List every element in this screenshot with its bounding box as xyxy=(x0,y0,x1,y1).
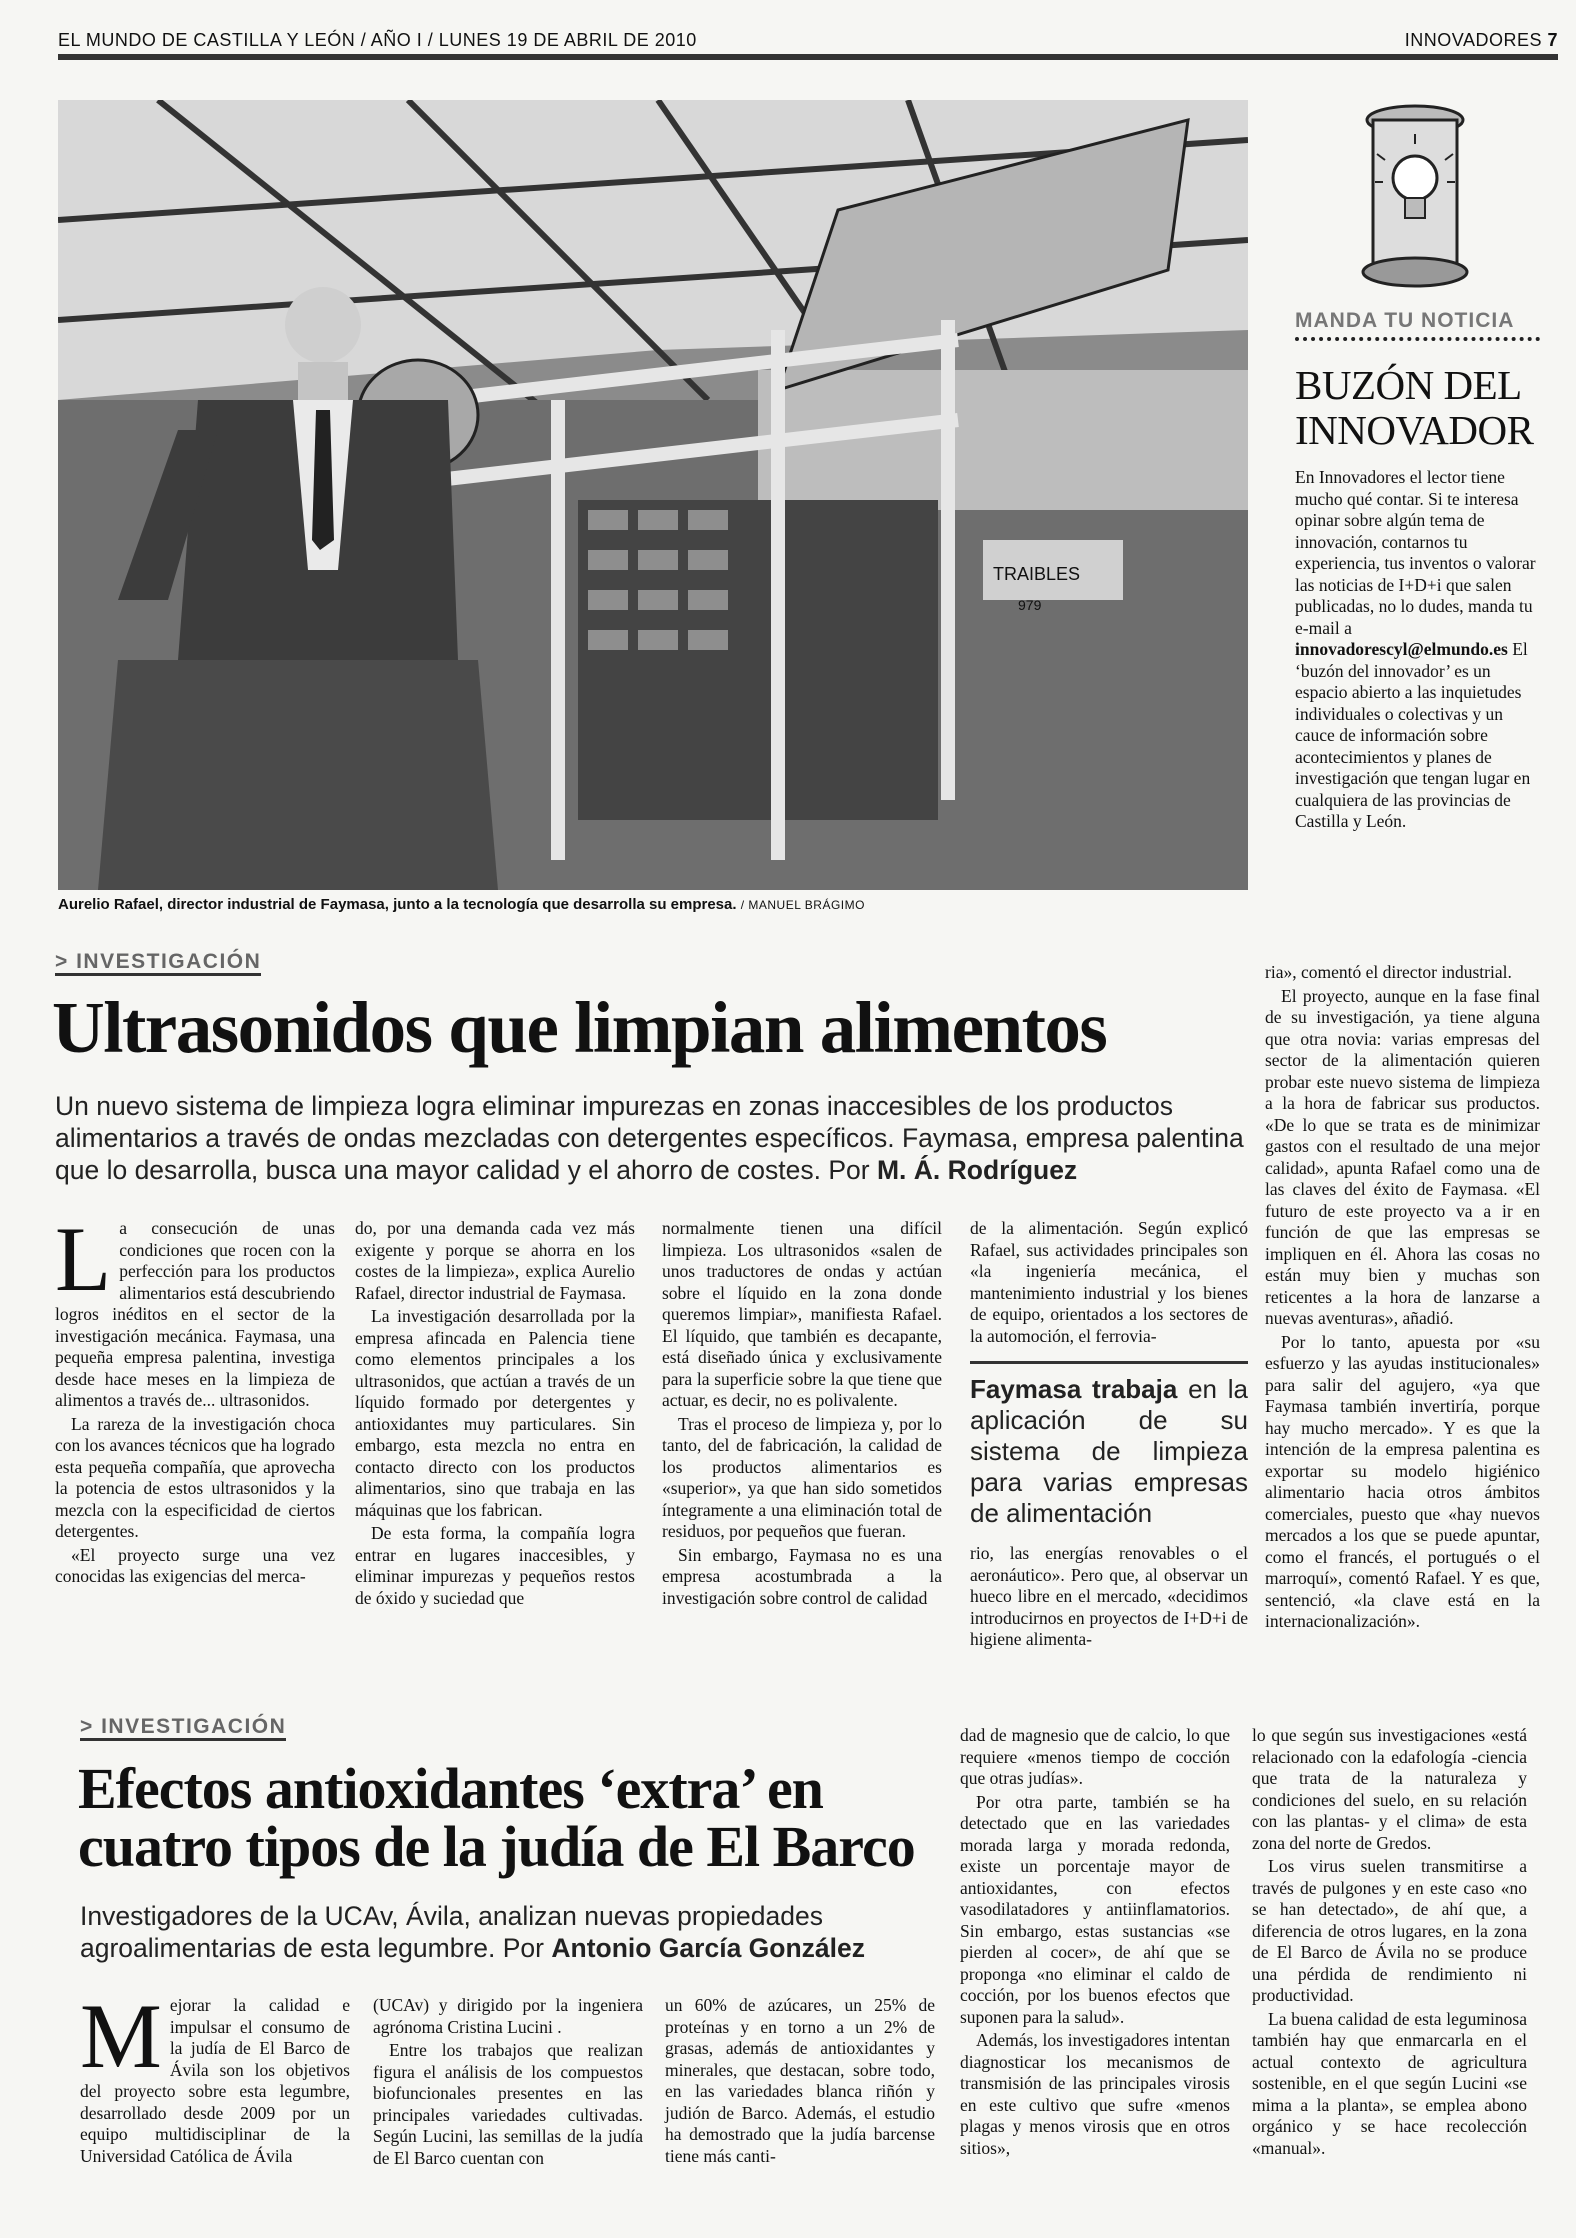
section-label xyxy=(1405,30,1558,51)
sidebar-buzon xyxy=(1295,100,1540,833)
pull-quote xyxy=(970,1361,1248,1529)
article1-deck xyxy=(55,1090,1245,1186)
pull-quote-text: en la aplicación de su sistema de limpieza para varias empresas de alimentación xyxy=(970,1374,1248,1528)
article1-col1-p3: «El proyecto surge una vez conocidas las exigencias del merca- xyxy=(55,1544,335,1586)
article1-col3-p1: normalmente tienen una difícil limpieza. Los ultrasonidos «salen de unos traductores de ondas y actúan sobre el líquido en la zona donde queremos limpiar», manifiesta Rafael. El líquido, que también es decapante, está diseñado única y exclusivamente para la superficie sobre la que tiene que actuar, es decir, no es polivalente. xyxy=(662,1218,942,1410)
article2-col5-p3: La buena calidad de esta leguminosa también hay que enmarcarla en el actual contexto de agricultura sostenible, en el que según Lucini «se mima a la planta», se emplea abono orgánico y se hace recolección «manual». xyxy=(1252,2008,1527,2158)
article1-column-2 xyxy=(355,1218,635,1611)
sidebar-title xyxy=(1295,363,1540,453)
article2-column-5 xyxy=(1252,1725,1527,2161)
article2-column-1 xyxy=(80,1985,350,2169)
article2-col4-p1: dad de magnesio que de calcio, lo que requiere «menos tiempo de cocción que otras judías». xyxy=(960,1725,1230,1788)
article1-col5-p1: ria», comentó el director industrial. xyxy=(1265,962,1512,982)
article2-col2-p2: Entre los trabajos que realizan figura el análisis de los compuestos biofuncionales presentes en las principales variedades cultivadas. Según Lucini, las semillas de la judía de El Barco cuentan con xyxy=(373,2040,643,2168)
article2-col5-p2: Los virus suelen transmitirse a través de pulgones y en este caso «no se han detectado», de ahí que, a diferencia de otros lugares, en la zona de El Barco de Ávila no se produce una pérdida de rendimiento ni productividad. xyxy=(1252,1856,1527,2005)
article2-col4-p3: Además, los investigadores intentan diagnosticar los mecanismos de transmisión de las principales virosis en este cultivo que sufre «menos plagas y menos virosis que en otros sitios», xyxy=(960,2030,1230,2158)
article2-headline-line1: Efectos antioxidantes ‘extra’ en xyxy=(78,1756,823,1821)
pull-quote-bold: Faymasa trabaja xyxy=(970,1374,1178,1404)
article2-col3-p1: un 60% de azúcares, un 25% de proteínas y en torno a un 2% de grasas, además de antioxidantes y minerales, que destacan, sobre todo, en las variedades blanca riñón y judión de Barco. Además, el estudio ha demostrado que la judía barcense tiene más canti- xyxy=(665,1995,935,2166)
article2-deck xyxy=(80,1900,960,1964)
article1-column-1 xyxy=(55,1208,335,1590)
article1-col3-p2: Tras el proceso de limpieza y, por lo tanto, del de fabricación, la calidad de los productos alimentarios es «superior», ya que han sido sometidos íntegramente a una eliminación total de residuos, por pequeños que fueran. xyxy=(662,1413,942,1541)
sidebar-email: innovadorescyl@elmundo.es xyxy=(1295,639,1508,659)
sidebar-title-line2: INNOVADOR xyxy=(1295,407,1534,453)
sidebar-kicker: MANDA TU NOTICIA xyxy=(1295,309,1515,332)
article1-col5-p3: Por lo tanto, apuesta por «su esfuerzo y las ayudas institucionales» para salir del agujero, «ya que Faymasa también invertiría, porque hay mucho mercado». Y es que la intención de la empresa palentina es exportar su modelo higiénico alimentario hacia otros ámbitos comerciales, puesto que «hay nuevos mercados a los que se puede apuntar, como el francés, el portugués o el marroquí», comentó Rafael. Y es que, sentenció, «la clave está en la internacionalización». xyxy=(1265,1331,1540,1631)
article1-kicker-text: > INVESTIGACIÓN xyxy=(55,950,261,976)
article1-deck-text: Un nuevo sistema de limpieza logra eliminar impurezas en zonas inaccesibles de los productos alimentarios a través de ondas mezcladas con detergentes específicos. Faymasa, empresa palentina que lo desarrolla, busca una mayor calidad y el ahorro de costes. Por xyxy=(55,1091,1244,1185)
section-name: INNOVADORES xyxy=(1404,30,1542,50)
article2-headline-line2: cuatro tipos de la judía de El Barco xyxy=(78,1814,915,1879)
photo-credit: / MANUEL BRÁGIMO xyxy=(740,898,865,912)
article2-kicker xyxy=(80,1715,286,1739)
article1-col5-p2: El proyecto, aunque en la fase final de su investigación, ya tiene alguna que otra novia: varias empresas del sector de la alimentación quieren probar este nuevo sistema de limpieza a la hora de fabricar sus productos. «De lo que se trata es de minimizar gastos con el resultado de una mejor calidad», apunta Rafael como una de las claves del éxito de Faymasa. «El futuro de este proyecto va a ir en función de que las empresas se impliquen en él. Ahora las cosas no están muy bien y muchas son reticentes a la hora de lanzarse a nuevas aventuras», añadió. xyxy=(1265,985,1540,1328)
dotted-divider xyxy=(1295,337,1540,341)
article2-col4-p2: Por otra parte, también se ha detectado que en las variedades morada larga y morada redonda, existe un porcentaje mayor de antioxidantes, con efectos vasodilatadores y antiinflamatorios. Sin embargo, estas sustancias «se pierden al cocer», de ahí que se proponga «no eliminar el caldo de cocción, por los buenos efectos que suponen para la salud». xyxy=(960,1791,1230,2027)
article1-col1-p1: a consecución de unas condiciones que rocen con la perfección para los productos alimentarios está descubriendo logros inéditos en el sector de la investigación mecánica. Faymasa, una pequeña empresa palentina, investiga desde hace meses en la limpieza de alimentos a través de... ultrasonidos. xyxy=(55,1218,335,1410)
page-number: 7 xyxy=(1547,30,1558,50)
article1-column-3 xyxy=(662,1218,942,1611)
publication-line: EL MUNDO DE CASTILLA Y LEÓN / AÑO I / LUNES 19 DE ABRIL DE 2010 xyxy=(58,30,697,50)
article1-col2-p1: do, por una demanda cada vez más exigente y porque se ahorra en los costes de la limpieza», explica Aurelio Rafael, director industrial de Faymasa. xyxy=(355,1218,635,1303)
sidebar-title-line1: BUZÓN DEL xyxy=(1295,362,1522,408)
article2-col1-p1: ejorar la calidad e impulsar el consumo de la judía de El Barco de Ávila son los objetivos del proyecto sobre esta legumbre, desarrollado desde 2009 por un equipo multidisciplinar de la Universidad Católica de Ávila xyxy=(80,1995,350,2166)
article2-col5-p1: lo que según sus investigaciones «está relacionado con la edafología -ciencia que trata de la naturaleza y condiciones del suelo, en su relación con las plantas- y el clima» de esta zona del norte de Gredos. xyxy=(1252,1725,1527,1853)
sidebar-text-2: El ‘buzón del innovador’ es un espacio abierto a las inquietudes individuales o colectivas y un cauce de información sobre acontecimientos y planes de investigación que tengan lugar en cualquiera de las provincias de Castilla y León. xyxy=(1295,639,1531,831)
article1-dropcap: L xyxy=(55,1208,112,1310)
article1-col1-p2: La rareza de la investigación choca con los avances técnicos que ha logrado esta pequeña compañía, que aprovecha la potencia de estos ultrasonidos y la mezcla con la especificidad de ciertos detergentes. xyxy=(55,1413,335,1541)
photo-sign-text: TRAIBLES xyxy=(993,564,1081,584)
lightbulb-pillar-icon xyxy=(1355,100,1475,290)
caption-text: Aurelio Rafael, director industrial de Faymasa, junto a la tecnología que desarrolla su empresa. xyxy=(58,896,737,913)
article1-headline: Ultrasonidos que limpian alimentos xyxy=(52,987,1107,1068)
header-rule xyxy=(58,54,1558,60)
article1-col2-p3: De esta forma, la compañía logra entrar en lugares inaccesibles, y eliminar impurezas y pequeños restos de óxido y suciedad que xyxy=(355,1523,635,1608)
article2-column-2 xyxy=(373,1995,643,2171)
article1-col3-p3: Sin embargo, Faymasa no es una empresa acostumbrada a la investigación sobre control de calidad xyxy=(662,1544,942,1608)
article1-column-5 xyxy=(1265,962,1540,1635)
factory-photo-illustration xyxy=(58,100,1248,890)
sidebar-body xyxy=(1295,467,1540,833)
article2-column-3 xyxy=(665,1995,935,2169)
article2-headline xyxy=(78,1756,915,1879)
photo-caption xyxy=(58,896,1248,913)
article2-dropcap: M xyxy=(80,1985,162,2087)
article1-column-4 xyxy=(970,1218,1248,1653)
article2-col2-p1: (UCAv) y dirigido por la ingeniera agrónoma Cristina Lucini . xyxy=(373,1995,643,2037)
article1-col4-bottom: rio, las energías renovables o el aeronáutico». Pero que, al observar un hueco libre en el mercado, «decidimos introducirnos en proyectos de I+D+i de higiene alimenta- xyxy=(970,1543,1248,1649)
main-photo xyxy=(58,100,1248,890)
article2-deck-text: Investigadores de la UCAv, Ávila, analizan nuevas propiedades agroalimentarias de esta legumbre. Por xyxy=(80,1901,823,1963)
sidebar-text-1: En Innovadores el lector tiene mucho qué contar. Si te interesa opinar sobre algún tema de innovación, contarnos tu experiencia, tus inventos o valorar las noticias de I+D+i que salen publicadas, no lo dudes, manda tu e-mail a xyxy=(1295,467,1536,638)
article1-kicker xyxy=(55,950,261,974)
article1-col2-p2: La investigación desarrollada por la empresa afincada en Palencia tiene como elementos principales a los ultrasonidos, que actúan a través de un líquido formado por detergentes y antioxidantes muy particulares. Sin embargo, esta mezcla no entra en contacto directo con los productos alimentarios, sino que trabaja en las máquinas que los fabrican. xyxy=(355,1306,635,1520)
article2-byline: Antonio García González xyxy=(551,1933,866,1963)
article1-byline: M. Á. Rodríguez xyxy=(876,1155,1078,1185)
article2-kicker-text: > INVESTIGACIÓN xyxy=(80,1715,286,1741)
article1-col4-top: de la alimentación. Según explicó Rafael, sus actividades principales son «la ingeniería mecánica, el mantenimiento industrial y los bienes de equipo, orientados a los sectores de la automoción, el ferrovia- xyxy=(970,1218,1248,1346)
photo-sign-number: 979 xyxy=(1018,597,1042,613)
article2-column-4 xyxy=(960,1725,1230,2161)
